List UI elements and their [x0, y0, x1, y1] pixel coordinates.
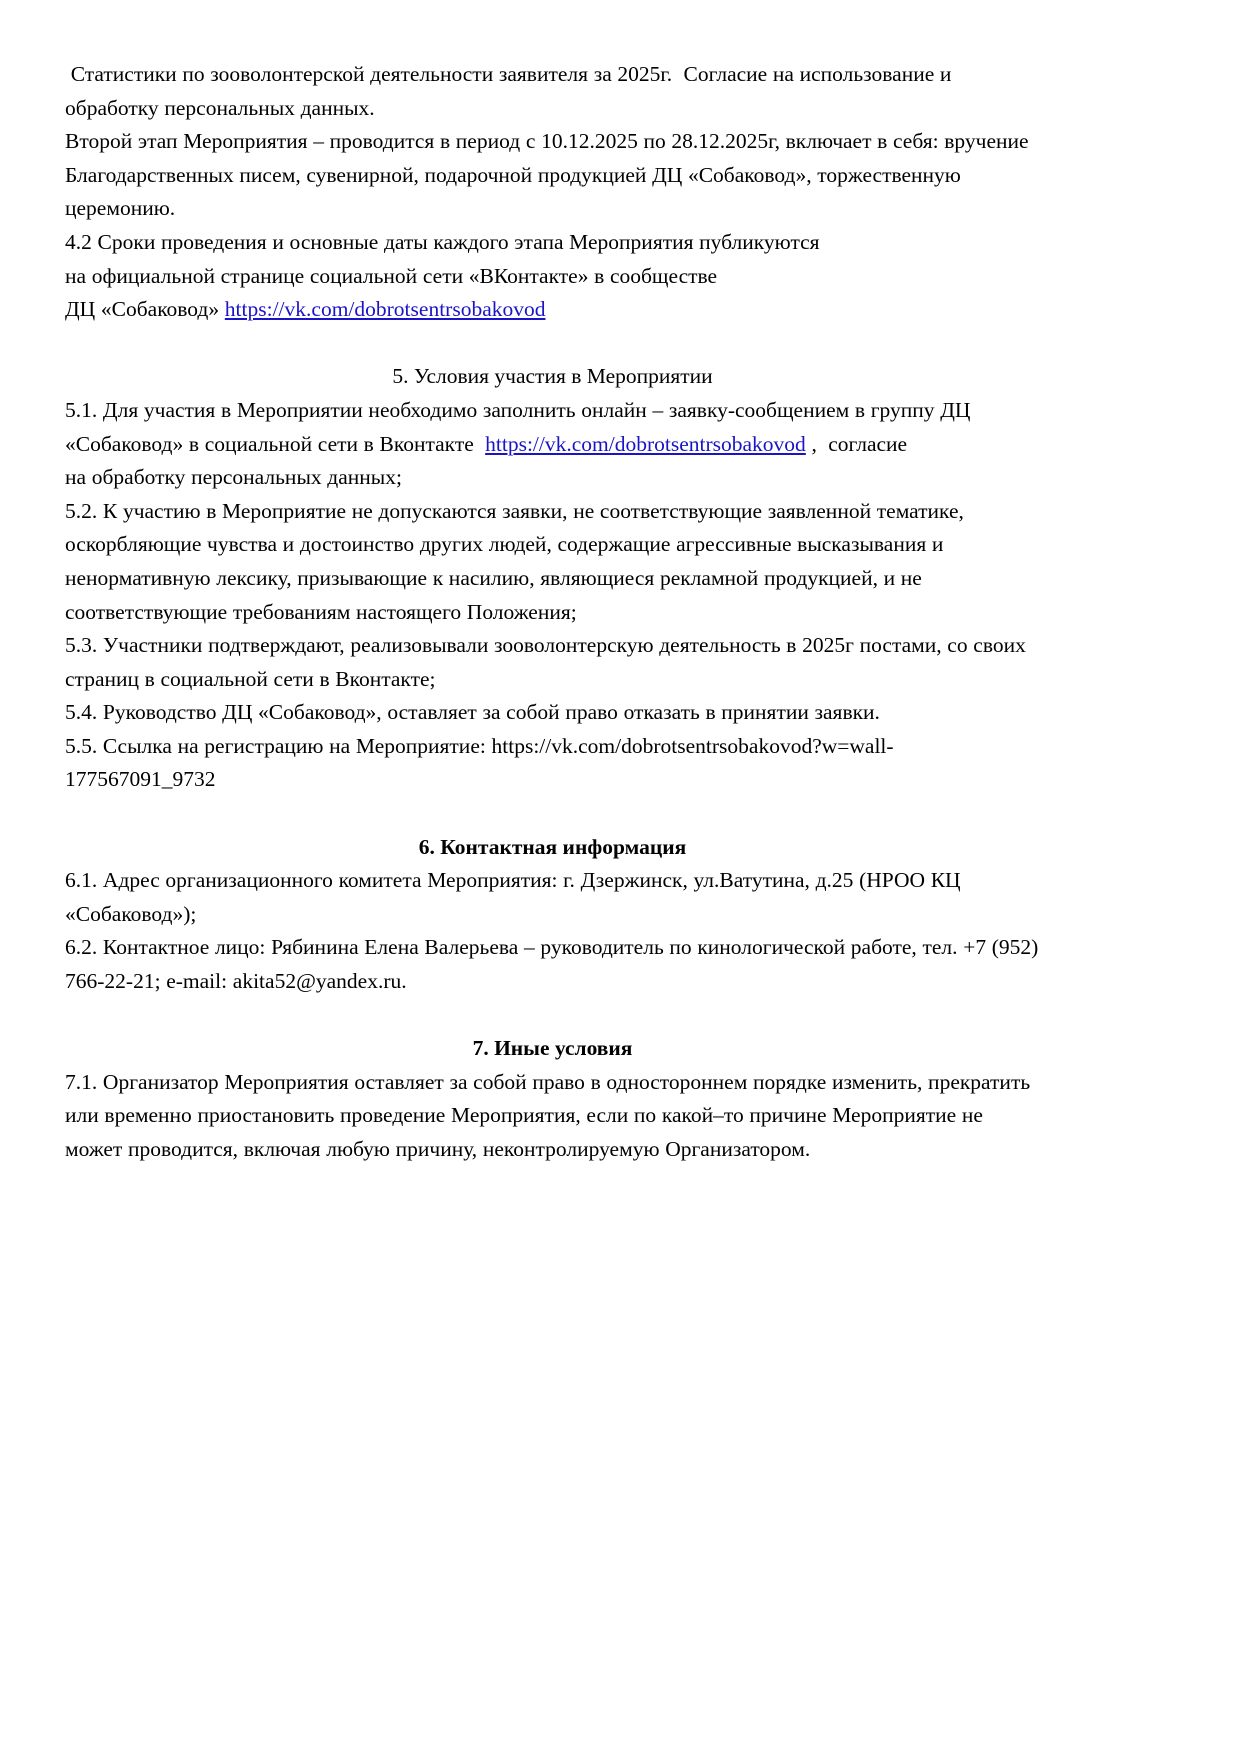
paragraph-stage-two: Второй этап Мероприятия – проводится в период с 10.12.2025 по 28.12.2025г, включает в себя: вручение Благодарственных писем, сувенирной, подарочной продукцией ДЦ «Собаковод», торжественную церемонию. — [65, 129, 1035, 221]
paragraph-5-2: 5.2. К участию в Мероприятие не допускаются заявки, не соответствующие заявленной тематике, оскорбляющие чувства и достоинство других людей, содержащие агрессивные высказывания и ненормативную лексику, призывающие к насилию, являющиеся рекламной продукцией, и не соответствующие требованиям настоящего Положения; — [65, 498, 970, 624]
spacer-before-section-5 — [65, 327, 1040, 361]
spacer-before-section-7 — [65, 999, 1040, 1033]
blank-page-area — [65, 1167, 1040, 1755]
paragraph-statistics: Статистики по зооволонтерской деятельности заявителя за 2025г. Согласие на использование и обработку персональных данных. — [65, 62, 958, 120]
paragraph-5-5: 5.5. Ссылка на регистрацию на Мероприятие: https://vk.com/dobrotsentrsobakovod?w=wall-177567091_9732 — [65, 733, 894, 792]
paragraph-7-1: 7.1. Организатор Мероприятия оставляет за собой право в одностороннем порядке изменить, прекратить или временно приостановить проведение Мероприятия, если по какой–то причине Мероприятие не может проводится, включая любую причину, неконтролируемую Организатором. — [65, 1069, 1036, 1161]
document-body — [65, 58, 1045, 1755]
heading-section-5: 5. Условия участия в Мероприятии — [392, 364, 713, 389]
vk-community-link-2[interactable]: https://vk.com/dobrotsentrsobakovod — [485, 431, 806, 456]
text-after-vk-link-2: , согласие — [805, 431, 908, 456]
paragraph-5-1 — [65, 394, 1040, 461]
paragraph-4-2-line-3 — [65, 293, 1040, 327]
paragraph-4-2-line-1: 4.2 Сроки проведения и основные даты каждого этапа Мероприятия публикуются — [65, 229, 820, 254]
vk-community-link-1[interactable]: https://vk.com/dobrotsentrsobakovod — [224, 297, 546, 322]
paragraph-5-4: 5.4. Руководство ДЦ «Собаковод», оставляет за собой право отказать в принятии заявки. — [65, 700, 880, 725]
heading-section-6: 6. Контактная информация — [418, 834, 687, 859]
heading-section-7: 7. Иные условия — [472, 1036, 633, 1061]
text-before-vk-link-1: ДЦ «Собаковод» — [65, 297, 225, 322]
paragraph-4-2-line-2: на официальной странице социальной сети «ВКонтакте» в сообществе — [65, 263, 718, 288]
spacer-before-section-6 — [65, 797, 1040, 831]
paragraph-6-2: 6.2. Контактное лицо: Рябинина Елена Валерьева – руководитель по кинологической работе, тел. +7 (952) 766-22-21; e-mail: akita52@yandex.ru. — [65, 935, 1045, 994]
paragraph-5-3: 5.3. Участники подтверждают, реализовывали зооволонтерскую деятельность в 2025г постами, со своих страниц в социальной сети в Вконтакте; — [65, 633, 1032, 691]
paragraph-5-1-continuation: на обработку персональных данных; — [65, 465, 402, 490]
text-before-vk-link-2: 5.1. Для участия в Мероприятии необходимо заполнить онлайн – заявку-сообщением в группу ДЦ «Собаковод» в социальной сети в Вконтакте — [65, 397, 977, 456]
paragraph-6-1: 6.1. Адрес организационного комитета Мероприятия: г. Дзержинск, ул.Ватутина, д.25 (НРОО КЦ «Собаковод»); — [65, 868, 967, 926]
